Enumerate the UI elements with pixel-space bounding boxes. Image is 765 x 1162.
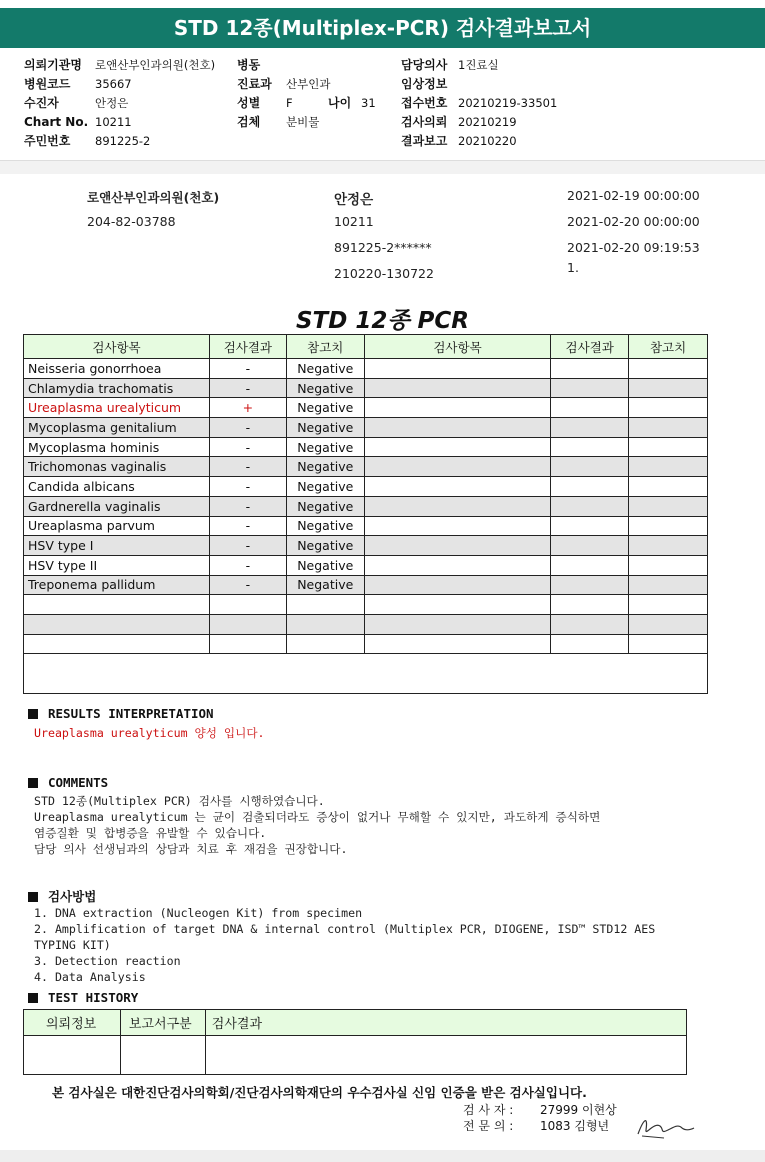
header-col3 bbox=[401, 58, 558, 153]
table-row bbox=[24, 536, 708, 556]
chart-number: 10211 bbox=[334, 214, 374, 229]
test-result: - bbox=[209, 575, 286, 595]
table-row bbox=[24, 477, 708, 497]
comments-heading: COMMENTS bbox=[28, 775, 108, 790]
test-result: - bbox=[209, 359, 286, 379]
table-row bbox=[24, 437, 708, 457]
certification-text: 본 검사실은 대한진단검사의학회/진단검사의학재단의 우수검사실 신임 인증을 받은 검사실입니다. bbox=[52, 1085, 587, 1100]
comment-line: STD 12종(Multiplex PCR) 검사를 시행하였습니다. bbox=[34, 794, 325, 808]
square-bullet-icon bbox=[28, 709, 38, 719]
reference-value: Negative bbox=[286, 516, 364, 536]
table-row bbox=[24, 359, 708, 379]
results-table bbox=[23, 334, 708, 694]
test-item: Candida albicans bbox=[24, 477, 210, 497]
col-header: 참고치 bbox=[286, 335, 364, 359]
header-field: Chart No. 10211 bbox=[24, 115, 132, 129]
header-field: 검체 분비물 bbox=[237, 115, 320, 129]
age-value: 31 bbox=[361, 96, 376, 110]
col-header: 보고서구분 bbox=[120, 1010, 205, 1036]
test-result: - bbox=[209, 437, 286, 457]
reference-value: Negative bbox=[286, 555, 364, 575]
table-row bbox=[24, 555, 708, 575]
test-item: HSV type II bbox=[24, 555, 210, 575]
date-requested: 2021-02-19 00:00:00 bbox=[567, 188, 700, 203]
reference-value: Negative bbox=[286, 359, 364, 379]
date-reported: 2021-02-20 00:00:00 bbox=[567, 214, 700, 229]
specialist-label: 전 문 의 : bbox=[463, 1119, 514, 1133]
method-line: 4. Data Analysis bbox=[34, 970, 146, 984]
report-title: STD 12종 PCR bbox=[295, 308, 470, 334]
col-header: 검사항목 bbox=[364, 335, 551, 359]
date-printed: 2021-02-20 09:19:53 bbox=[567, 240, 700, 255]
table-row-empty bbox=[24, 1036, 687, 1075]
bottom-divider bbox=[0, 1150, 765, 1162]
header-field: 검사의뢰 20210219 bbox=[401, 115, 517, 129]
table-footer-row bbox=[24, 654, 708, 694]
test-result: - bbox=[209, 496, 286, 516]
test-result: + bbox=[209, 398, 286, 418]
header-field: 임상정보 bbox=[401, 77, 448, 91]
test-result: - bbox=[209, 378, 286, 398]
reference-value: Negative bbox=[286, 378, 364, 398]
square-bullet-icon bbox=[28, 778, 38, 788]
col-header: 검사결과 bbox=[551, 335, 629, 359]
table-row bbox=[24, 457, 708, 477]
method-line: 3. Detection reaction bbox=[34, 954, 181, 968]
report-number: 210220-130722 bbox=[334, 266, 434, 281]
col-header: 검사결과 bbox=[205, 1010, 686, 1036]
report-title-bar: STD 12종(Multiplex-PCR) 검사결과보고서 bbox=[0, 8, 765, 48]
test-result: - bbox=[209, 516, 286, 536]
table-row-empty bbox=[24, 634, 708, 654]
test-item: Treponema pallidum bbox=[24, 575, 210, 595]
table-row bbox=[24, 418, 708, 438]
test-item: Mycoplasma hominis bbox=[24, 437, 210, 457]
reference-value: Negative bbox=[286, 575, 364, 595]
table-row-empty bbox=[24, 595, 708, 615]
test-item: Chlamydia trachomatis bbox=[24, 378, 210, 398]
signature bbox=[634, 1112, 698, 1140]
reference-value: Negative bbox=[286, 477, 364, 497]
reference-value: Negative bbox=[286, 496, 364, 516]
table-row bbox=[24, 516, 708, 536]
test-item: HSV type I bbox=[24, 536, 210, 556]
header-field: 병원코드 35667 bbox=[24, 77, 132, 91]
col-header: 검사항목 bbox=[24, 335, 210, 359]
table-row-empty bbox=[24, 614, 708, 634]
interpretation-text: Ureaplasma urealyticum 양성 입니다. bbox=[34, 726, 265, 740]
reference-value: Negative bbox=[286, 398, 364, 418]
tester-name: 27999 이현상 bbox=[540, 1103, 617, 1117]
header-field: 진료과 산부인과 bbox=[237, 77, 331, 91]
page-number: 1. bbox=[567, 260, 579, 275]
section-divider bbox=[0, 160, 765, 174]
history-table bbox=[23, 1009, 687, 1075]
test-result: - bbox=[209, 536, 286, 556]
business-number: 204-82-03788 bbox=[87, 214, 176, 229]
test-result: - bbox=[209, 418, 286, 438]
table-row bbox=[24, 378, 708, 398]
col-header: 검사결과 bbox=[209, 335, 286, 359]
table-row bbox=[24, 575, 708, 595]
comment-line: 담당 의사 선생님과의 상담과 치료 후 재검을 권장합니다. bbox=[34, 842, 348, 856]
square-bullet-icon bbox=[28, 892, 38, 902]
header-field: 성별 F 나이 31 bbox=[237, 96, 376, 110]
reference-value: Negative bbox=[286, 437, 364, 457]
patient-name: 안정은 bbox=[334, 192, 374, 208]
test-result: - bbox=[209, 457, 286, 477]
test-result: - bbox=[209, 555, 286, 575]
header-field: 수진자 안정은 bbox=[24, 96, 129, 110]
results-header-row bbox=[24, 335, 708, 359]
tester-label: 검 사 자 : bbox=[463, 1103, 514, 1117]
header-field: 결과보고 20210220 bbox=[401, 134, 517, 148]
history-heading: TEST HISTORY bbox=[28, 990, 138, 1005]
comment-line: 염증질환 및 합병증을 유발할 수 있습니다. bbox=[34, 826, 267, 840]
test-item: Ureaplasma parvum bbox=[24, 516, 210, 536]
test-item: Trichomonas vaginalis bbox=[24, 457, 210, 477]
test-item: Ureaplasma urealyticum bbox=[24, 398, 210, 418]
col-header: 참고치 bbox=[629, 335, 708, 359]
interpretation-heading: RESULTS INTERPRETATION bbox=[28, 706, 214, 721]
header-field: 주민번호 891225-2 bbox=[24, 134, 151, 148]
reference-value: Negative bbox=[286, 418, 364, 438]
age-label: 나이 bbox=[328, 96, 352, 110]
header-col1 bbox=[24, 58, 216, 153]
header-col2 bbox=[237, 58, 376, 134]
resident-number: 891225-2****** bbox=[334, 240, 432, 255]
method-line: 1. DNA extraction (Nucleogen Kit) from specimen bbox=[34, 906, 363, 920]
reference-value: Negative bbox=[286, 457, 364, 477]
test-result: - bbox=[209, 477, 286, 497]
table-row bbox=[24, 496, 708, 516]
reference-value: Negative bbox=[286, 536, 364, 556]
method-line: TYPING KIT) bbox=[34, 938, 111, 952]
method-heading: 검사방법 bbox=[28, 887, 96, 905]
test-item: Neisseria gonorrhoea bbox=[24, 359, 210, 379]
header-field: 병동 bbox=[237, 58, 261, 72]
test-item: Mycoplasma genitalium bbox=[24, 418, 210, 438]
header-field: 담당의사 1진료실 bbox=[401, 58, 499, 72]
history-header-row bbox=[24, 1010, 687, 1036]
clinic-name: 로앤산부인과의원(천호) bbox=[87, 190, 220, 205]
header-field: 접수번호 20210219-33501 bbox=[401, 96, 558, 110]
col-header: 의뢰정보 bbox=[24, 1010, 121, 1036]
comment-line: Ureaplasma urealyticum 는 균이 검출되더라도 증상이 없거나 무해할 수 있지만, 과도하게 증식하면 bbox=[34, 810, 601, 824]
test-item: Gardnerella vaginalis bbox=[24, 496, 210, 516]
specialist-name: 1083 김형년 bbox=[540, 1119, 610, 1133]
table-row bbox=[24, 398, 708, 418]
square-bullet-icon bbox=[28, 993, 38, 1003]
header-field: 의뢰기관명 로앤산부인과의원(천호) bbox=[24, 58, 216, 72]
method-line: 2. Amplification of target DNA & internal control (Multiplex PCR, DIOGENE, ISD™ STD12 AES bbox=[34, 922, 656, 936]
